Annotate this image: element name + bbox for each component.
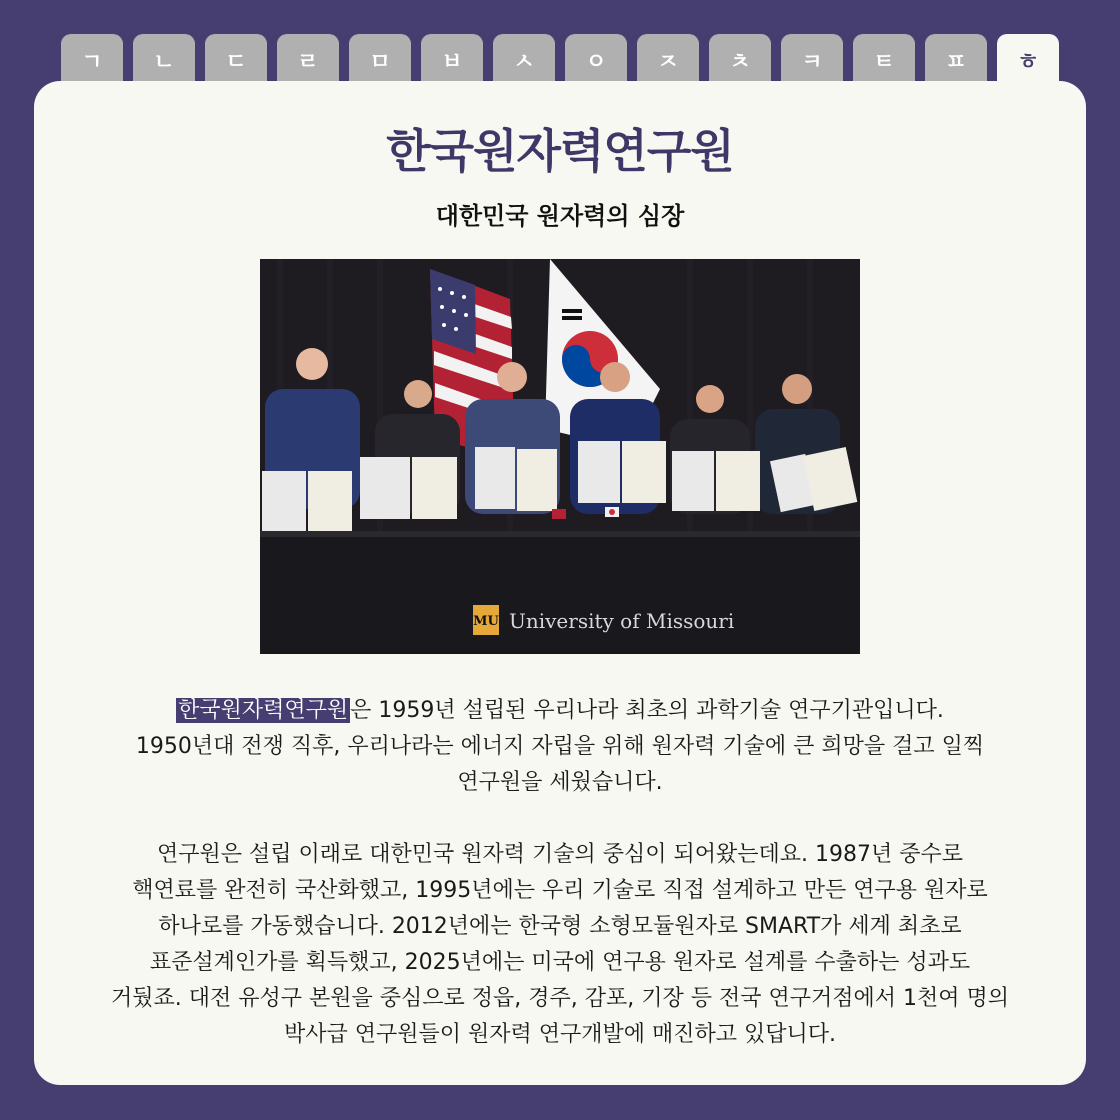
intro-paragraph	[48, 693, 1072, 801]
tab-siot[interactable]: ㅅ	[493, 34, 555, 86]
tab-rieul[interactable]: ㄹ	[277, 34, 339, 86]
history-line-1: 연구원은 설립 이래로 대한민국 원자력 기술의 중심이 되어왔는데요. 1987년 중수로	[157, 842, 963, 867]
consonant-tab-bar	[61, 34, 1059, 86]
history-line-5: 거뒀죠. 대전 유성구 본원을 중심으로 정읍, 경주, 감포, 기장 등 전국 연구거점에서 1천여 명의	[111, 986, 1009, 1011]
tab-chieut[interactable]: ㅊ	[709, 34, 771, 86]
history-line-3: 하나로를 가동했습니다. 2012년에는 한국형 소형모듈원자로 SMART가 세계 최초로	[158, 914, 962, 939]
intro-line-3: 연구원을 세웠습니다.	[457, 770, 663, 795]
banner-text: University of Missouri	[509, 609, 735, 633]
tab-tieut[interactable]: ㅌ	[853, 34, 915, 86]
tab-pieup[interactable]: ㅍ	[925, 34, 987, 86]
tab-digeut[interactable]: ㄷ	[205, 34, 267, 86]
tab-hieut-active[interactable]: ㅎ	[997, 34, 1059, 86]
history-line-2: 핵연료를 완전히 국산화했고, 1995년에는 우리 기술로 직접 설계하고 만든 연구용 원자로	[132, 878, 988, 903]
tab-giyeok[interactable]: ㄱ	[61, 34, 123, 86]
content-card	[34, 81, 1086, 1085]
tab-ieung[interactable]: ㅇ	[565, 34, 627, 86]
tab-kieuk[interactable]: ㅋ	[781, 34, 843, 86]
history-line-4: 표준설계인가를 획득했고, 2025년에는 미국에 연구용 원자로 설계를 수출하는 성과도	[149, 950, 971, 975]
intro-line-2: 1950년대 전쟁 직후, 우리나라는 에너지 자립을 위해 원자력 기술에 큰 희망을 걸고 일찍	[135, 734, 985, 759]
tab-bieup[interactable]: ㅂ	[421, 34, 483, 86]
svg-text:MU: MU	[473, 614, 499, 629]
tab-mieum[interactable]: ㅁ	[349, 34, 411, 86]
university-logo-icon	[473, 605, 500, 635]
description-text	[48, 693, 1072, 1053]
intro-line-1: 은 1959년 설립된 우리나라 최초의 과학기술 연구기관입니다.	[350, 698, 944, 723]
page-title: 한국원자력연구원	[386, 124, 734, 178]
page-subtitle: 대한민국 원자력의 심장	[435, 202, 685, 230]
tab-nieun[interactable]: ㄴ	[133, 34, 195, 86]
signing-ceremony-photo	[260, 259, 860, 654]
tab-jieut[interactable]: ㅈ	[637, 34, 699, 86]
history-paragraph	[48, 837, 1072, 1053]
highlighted-name: 한국원자력연구원	[178, 698, 349, 723]
history-line-6: 박사급 연구원들이 원자력 연구개발에 매진하고 있답니다.	[283, 1022, 836, 1047]
